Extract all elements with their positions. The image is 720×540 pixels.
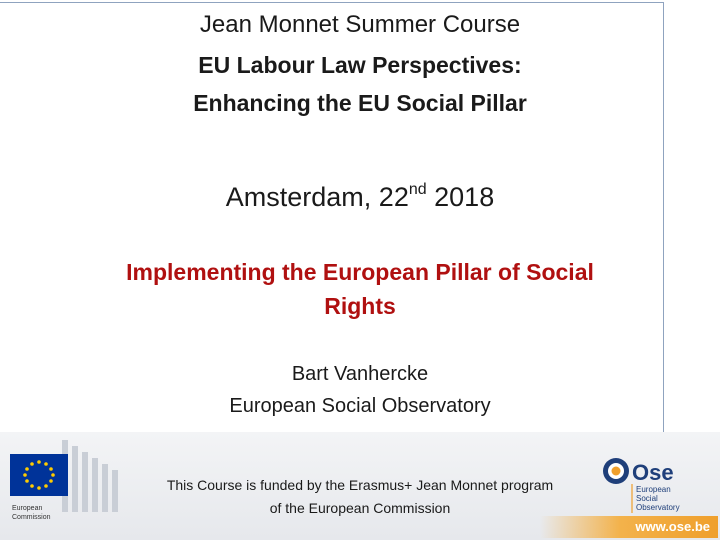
ose-logo-line2: Social [636,494,658,503]
speaker-name: Bart Vanhercke [291,363,429,385]
ec-logo-text-2: Commission [12,514,51,521]
ec-logo-text-1: European [12,505,43,512]
course-title: EU Labour Law Perspectives: [198,52,522,78]
date-ordinal: nd [408,181,427,198]
ose-logo-line3: Observatory [636,503,680,512]
talk-title-line2: Rights [324,293,396,319]
ose-logo-name: Ose [632,460,674,485]
speaker-organisation: European Social Observatory [229,395,491,417]
ose-website-link[interactable]: www.ose.be [540,516,718,538]
place-suffix: 2018 [426,182,495,212]
ose-logo-icon [600,455,716,515]
talk-title-line1: Implementing the European Pillar of Social [126,259,594,285]
place-and-date [0,170,720,217]
course-subtitle: Enhancing the EU Social Pillar [193,90,527,116]
course-name: Jean Monnet Summer Course [199,11,521,38]
ose-logo-line1: European [636,485,671,494]
funding-note-line2: of the European Commission [269,500,451,516]
funding-note-line1: This Course is funded by the Erasmus+ Jean Monnet program [166,477,554,493]
place-prefix: Amsterdam, 22 [225,182,409,212]
